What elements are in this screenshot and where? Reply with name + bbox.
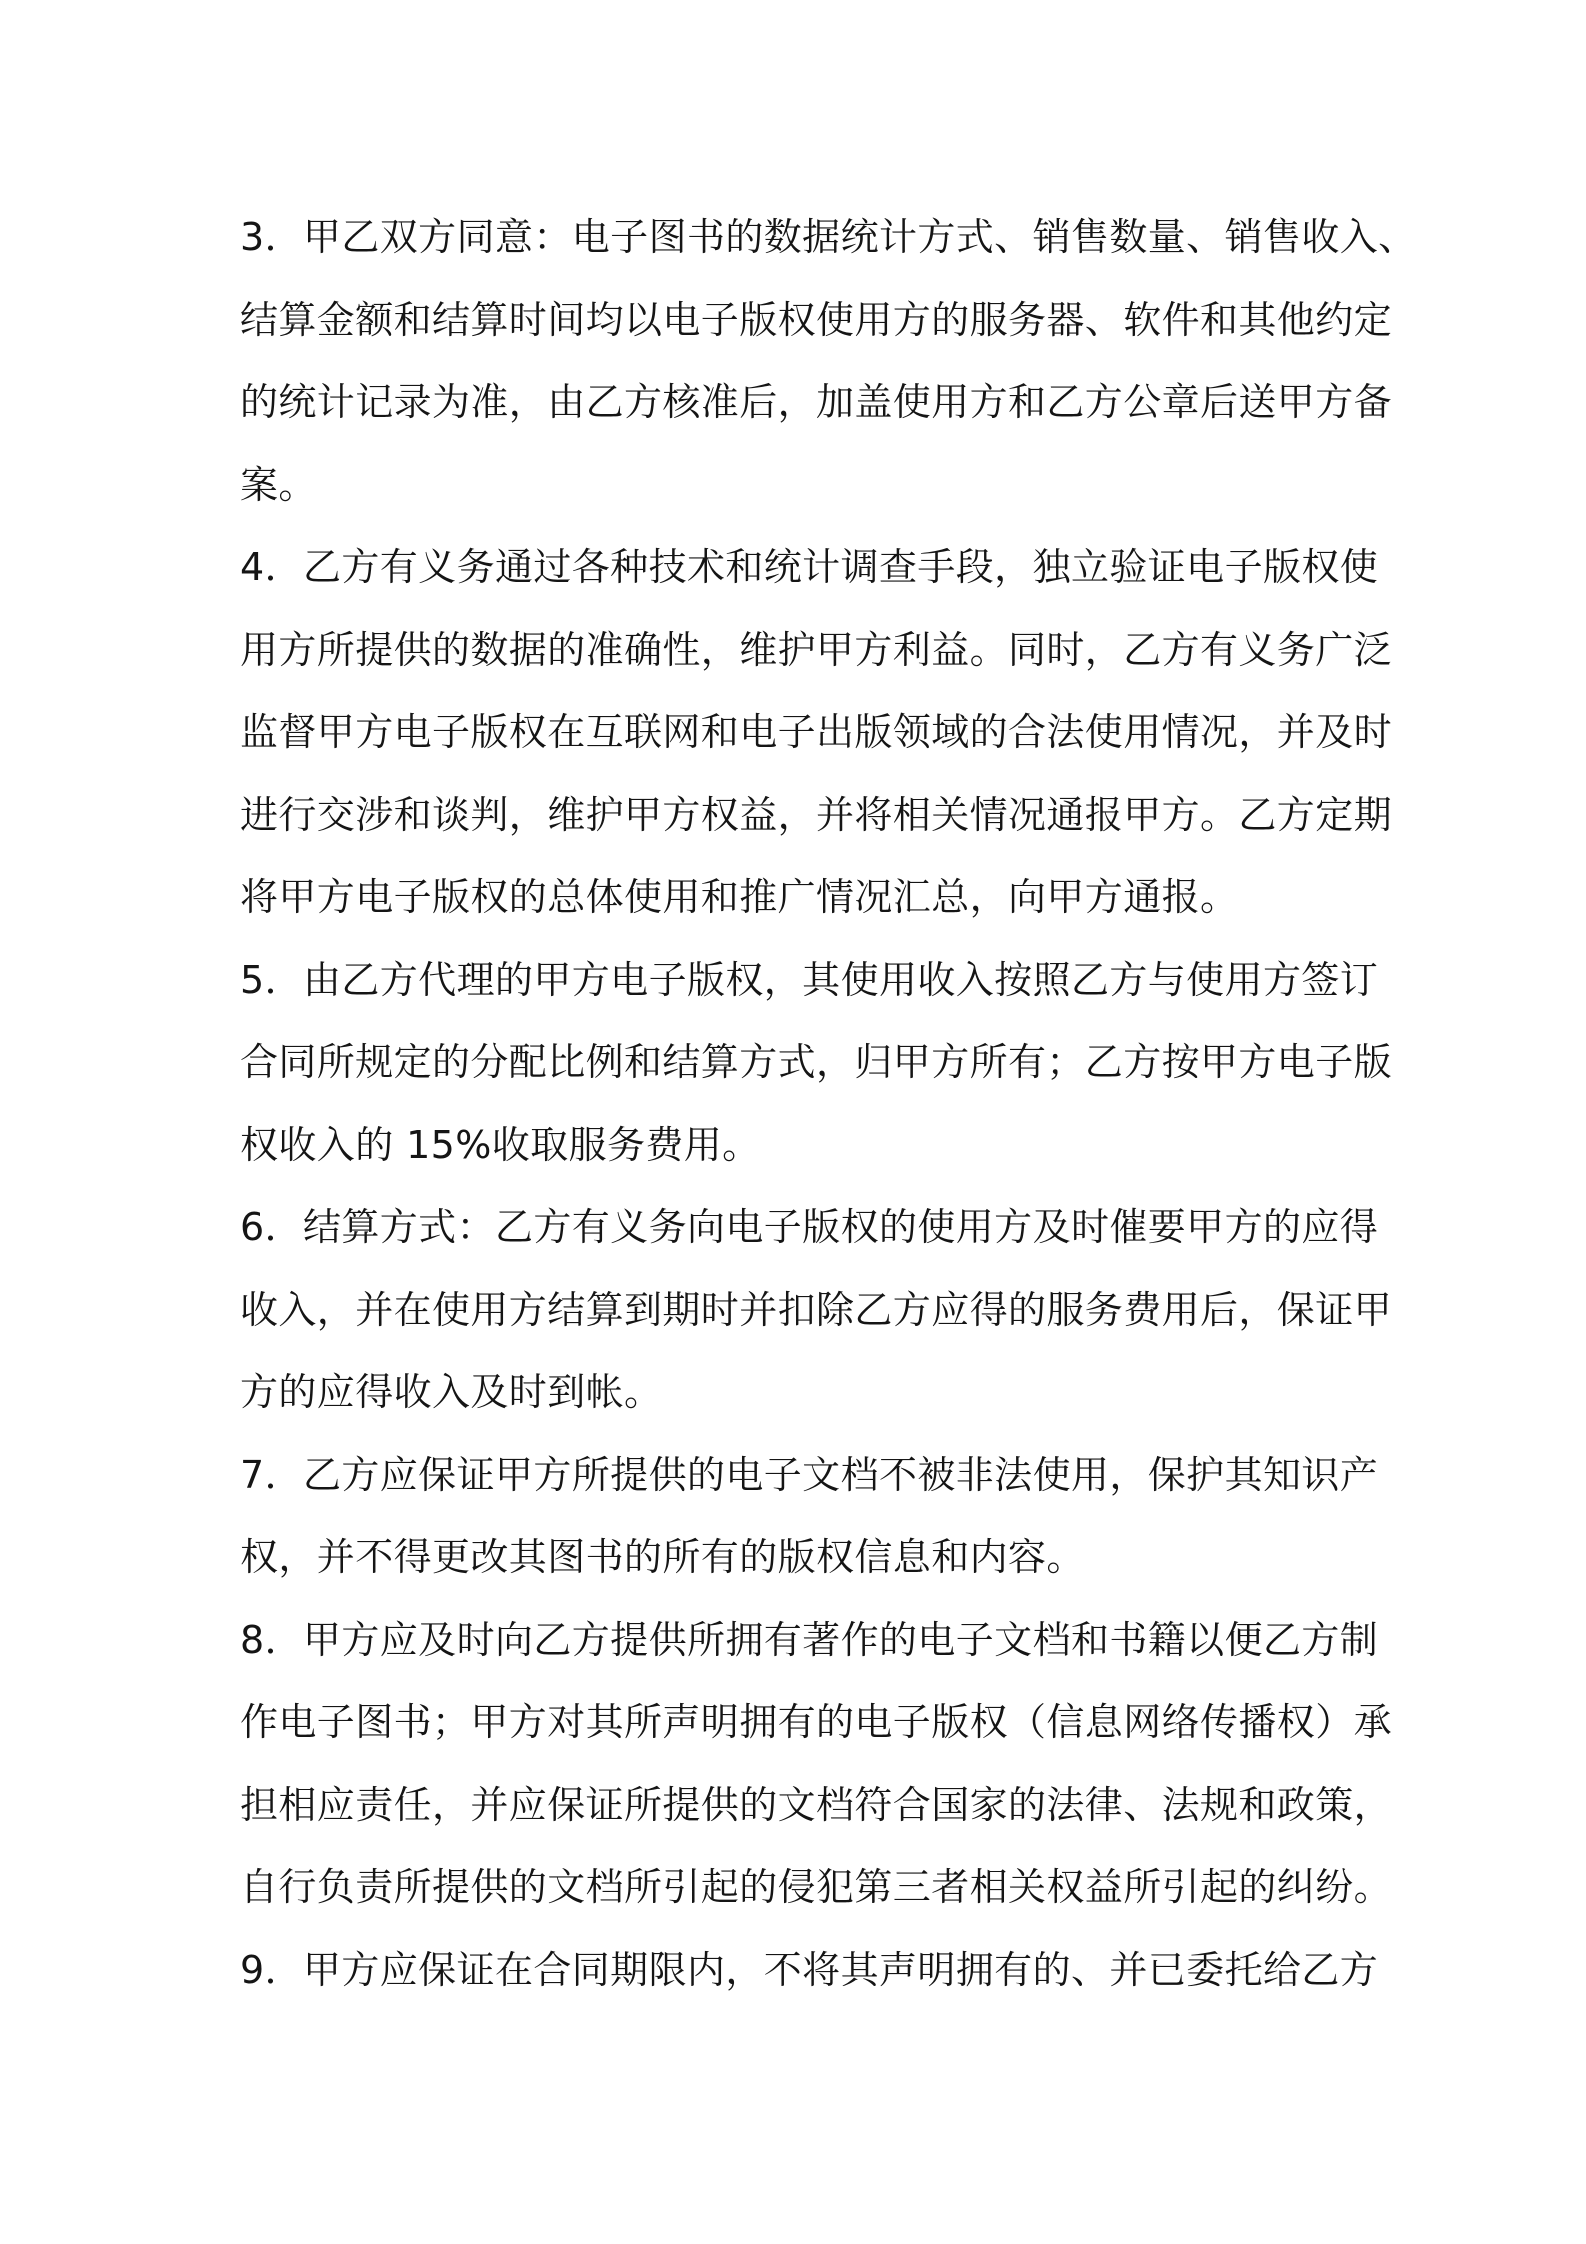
- text-line: 的统计记录为准，由乙方核准后，加盖使用方和乙方公章后送甲方备: [240, 380, 1393, 424]
- text-line: 进行交涉和谈判，维护甲方权益，并将相关情况通报甲方。乙方定期: [240, 792, 1393, 837]
- text-line: 方的应得收入及时到帐。: [240, 1370, 663, 1414]
- text-line: 用方所提供的数据的准确性，维护甲方利益。同时，乙方有义务广泛: [240, 627, 1393, 672]
- text-line: 结算金额和结算时间均以电子版权使用方的服务器、软件和其他约定: [240, 297, 1393, 342]
- text-line: 4．乙方有义务通过各种技术和统计调查手段，独立验证电子版权使: [240, 545, 1379, 589]
- text-line: 权，并不得更改其图书的所有的版权信息和内容。: [240, 1535, 1085, 1579]
- text-line: 8．甲方应及时向乙方提供所拥有著作的电子文档和书籍以便乙方制: [240, 1617, 1379, 1662]
- text-line: 作电子图书；甲方对其所声明拥有的电子版权（信息网络传播权）承: [240, 1700, 1393, 1744]
- text-line: 监督甲方电子版权在互联网和电子出版领域的合法使用情况，并及时: [240, 710, 1393, 754]
- document-body: [240, 196, 1417, 2011]
- text-line: 5．由乙方代理的甲方电子版权，其使用收入按照乙方与使用方签订: [240, 957, 1379, 1002]
- text-line: 权收入的 15%收取服务费用。: [240, 1122, 761, 1167]
- text-line: 担相应责任，并应保证所提供的文档符合国家的法律、法规和政策，: [240, 1782, 1393, 1827]
- text-line: 合同所规定的分配比例和结算方式，归甲方所有；乙方按甲方电子版: [240, 1040, 1393, 1084]
- text-line: 将甲方电子版权的总体使用和推广情况汇总，向甲方通报。: [240, 875, 1239, 919]
- text-line: 7．乙方应保证甲方所提供的电子文档不被非法使用，保护其知识产: [240, 1452, 1379, 1497]
- text-line: 9．甲方应保证在合同期限内，不将其声明拥有的、并已委托给乙方: [240, 1947, 1379, 1992]
- text-line: 6．结算方式：乙方有义务向电子版权的使用方及时催要甲方的应得: [240, 1205, 1379, 1249]
- text-line: 收入，并在使用方结算到期时并扣除乙方应得的服务费用后，保证甲: [240, 1287, 1393, 1332]
- text-line: 案。: [240, 462, 317, 507]
- text-line: 3．甲乙双方同意：电子图书的数据统计方式、销售数量、销售收入、: [240, 215, 1417, 259]
- text-line: 自行负责所提供的文档所引起的侵犯第三者相关权益所引起的纠纷。: [240, 1865, 1393, 1909]
